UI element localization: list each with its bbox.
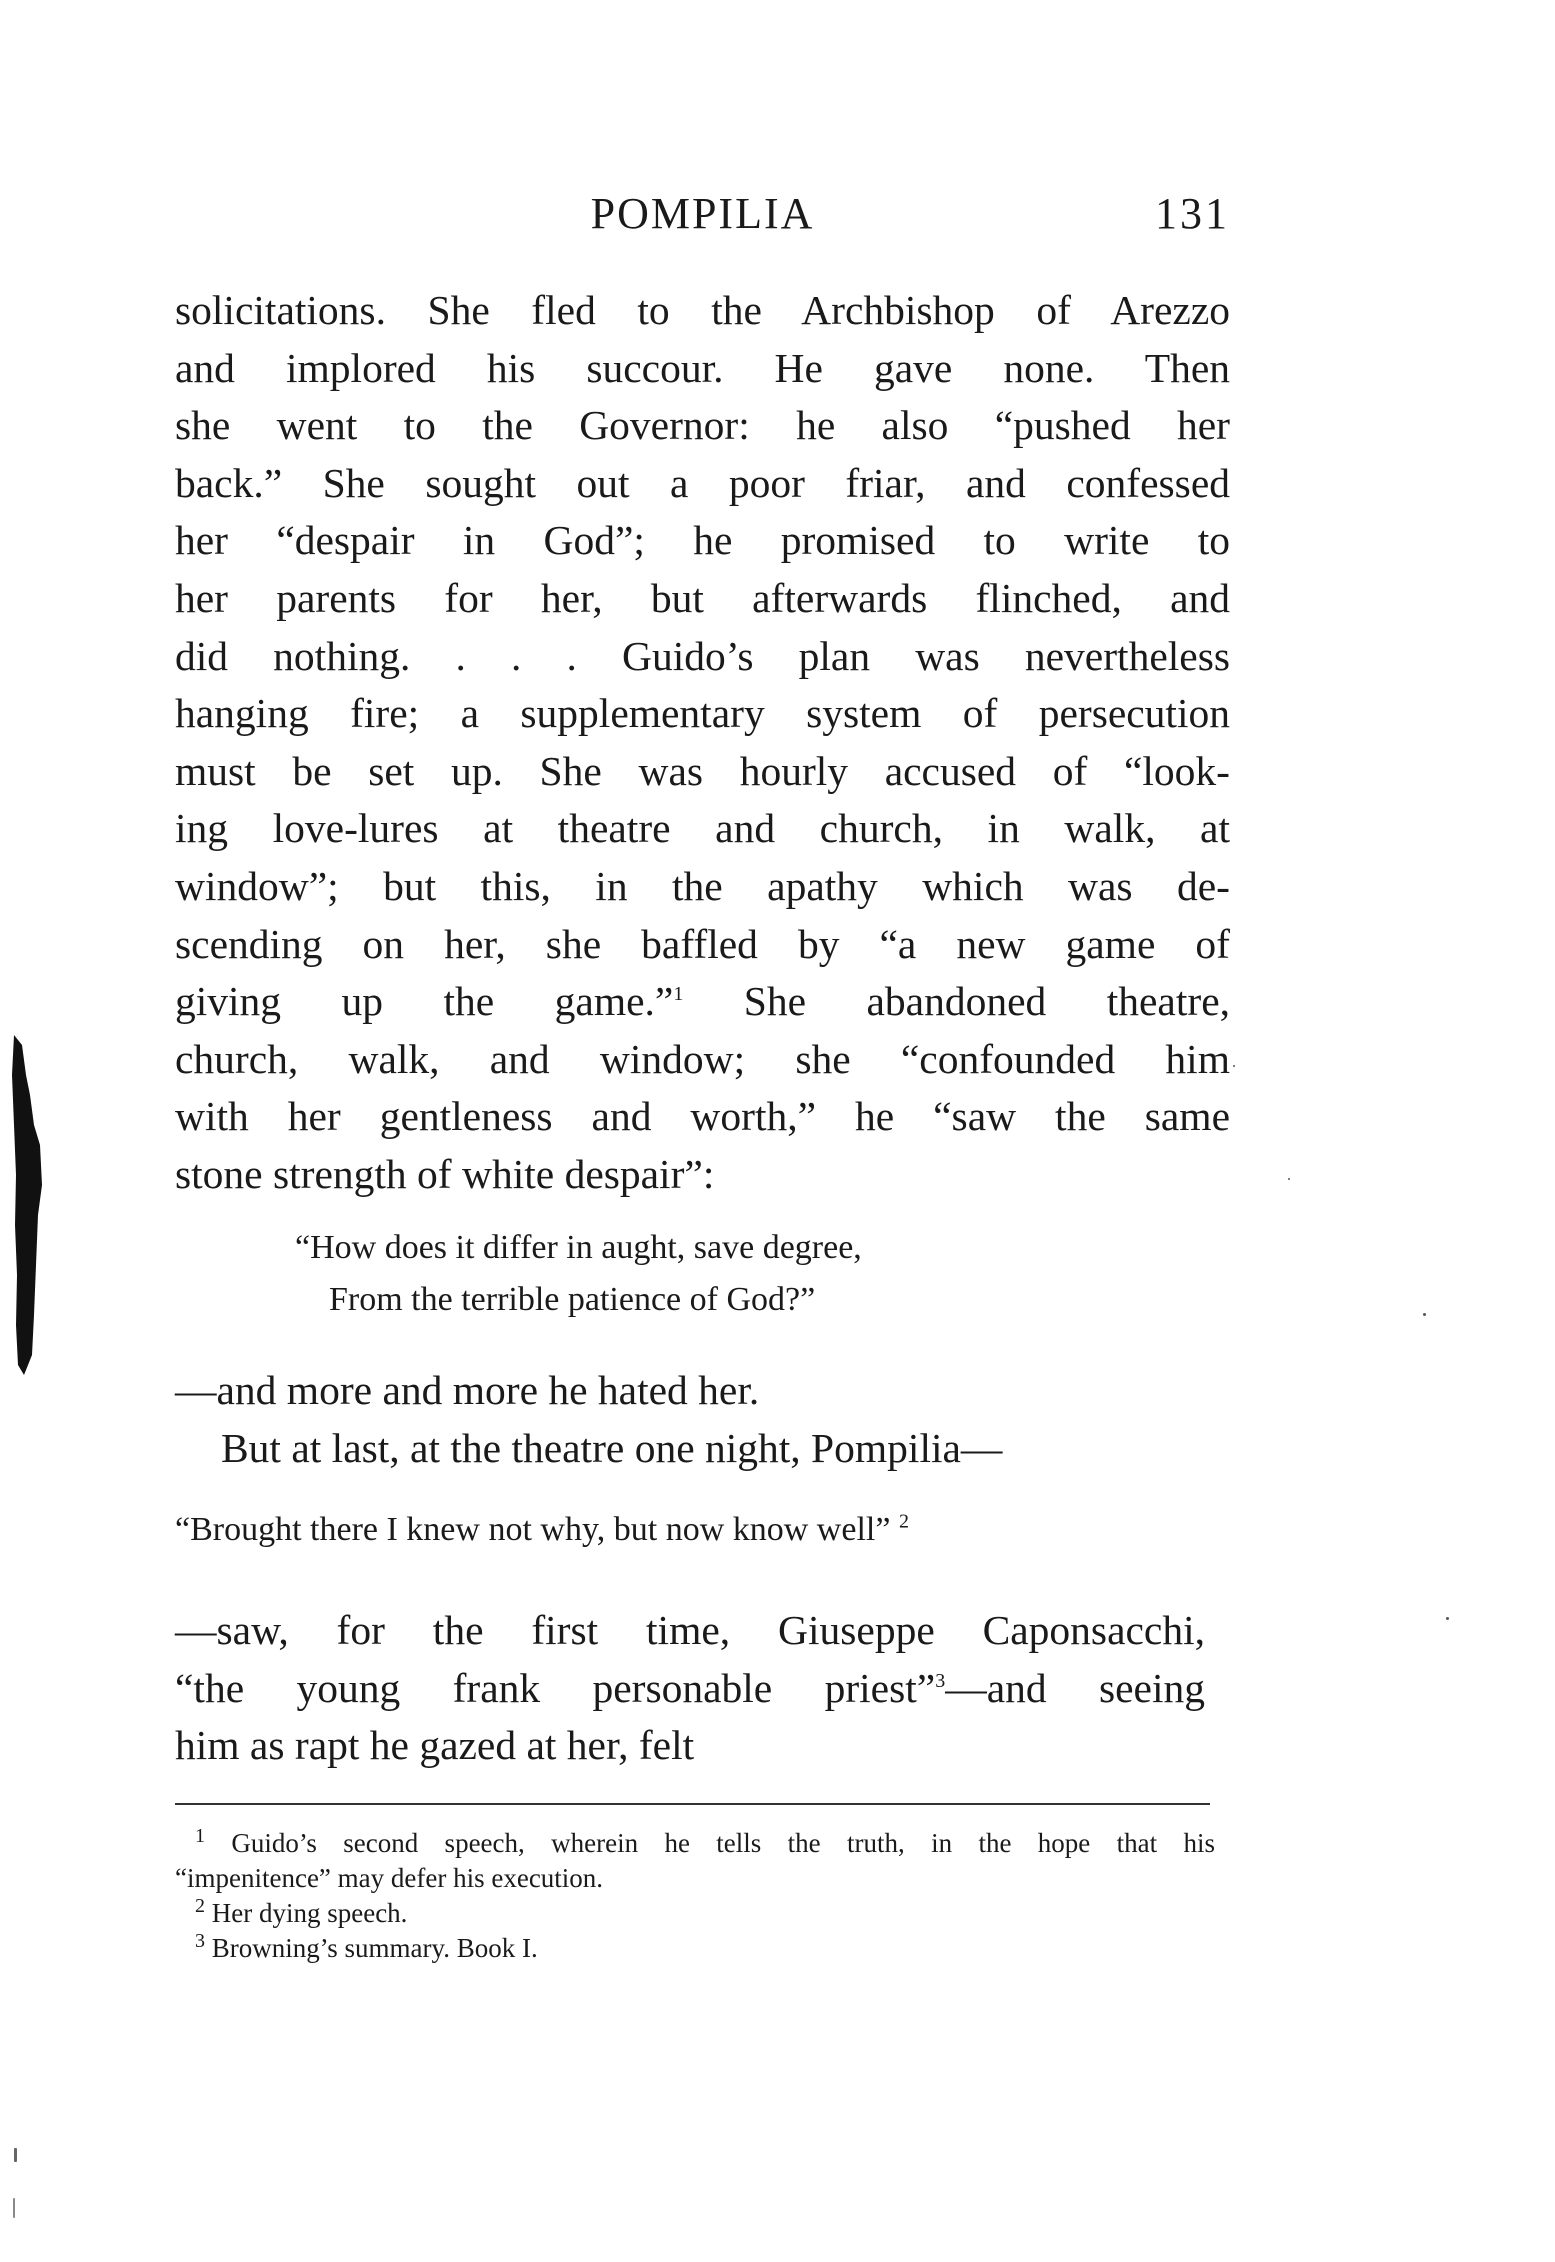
footnote-ref-2: 2 bbox=[898, 1510, 909, 1533]
verse-quote bbox=[295, 1222, 862, 1326]
text-line: ing love-lures at theatre and church, in walk, at bbox=[175, 805, 1230, 852]
footnote-text: Browning’s summary. Book I. bbox=[211, 1933, 538, 1963]
quote-text: “Brought there I knew not why, but now know well” bbox=[175, 1511, 891, 1548]
footnote-3 bbox=[175, 1931, 1215, 1966]
scan-speck bbox=[1423, 1313, 1426, 1316]
text-line: him as rapt he gazed at her, felt bbox=[175, 1722, 695, 1769]
scan-edge-mark bbox=[8, 1035, 46, 1375]
text-line: —saw, for the first time, Giuseppe Caponsacchi, bbox=[175, 1607, 1205, 1653]
text-line: window”; but this, in the apathy which was de- bbox=[175, 862, 1230, 909]
running-head bbox=[175, 188, 1230, 248]
verse-line: From the terrible patience of God?” bbox=[329, 1281, 816, 1318]
footnote-text: Her dying speech. bbox=[211, 1898, 408, 1928]
text-line: —and more and more he hated her. bbox=[175, 1367, 760, 1413]
running-title: POMPILIA bbox=[590, 189, 815, 238]
footnote-mark: 3 bbox=[195, 1930, 205, 1952]
text-line: back.” She sought out a poor friar, and confessed bbox=[175, 459, 1230, 506]
footnote-1 bbox=[175, 1826, 1215, 1861]
text-line: But at last, at the theatre one night, Pompilia— bbox=[221, 1424, 1003, 1471]
footnote-ref-3: 3 bbox=[935, 1669, 946, 1692]
text-line: she went to the Governor: he also “pushed her bbox=[175, 402, 1230, 449]
paragraph-continuation-2 bbox=[175, 1602, 1205, 1775]
text-fragment: —and seeing bbox=[945, 1664, 1205, 1711]
footnote-mark: 2 bbox=[195, 1895, 205, 1917]
scan-speck bbox=[1446, 1617, 1449, 1620]
footnotes bbox=[175, 1826, 1215, 1966]
text-line: stone strength of white despair”: bbox=[175, 1150, 715, 1197]
verse-line: “How does it differ in aught, save degree, bbox=[295, 1229, 862, 1266]
scan-speck bbox=[13, 2198, 15, 2218]
page-number: 131 bbox=[1155, 189, 1230, 238]
footnote-text: Guido’s second speech, wherein he tells the truth, in the hope that his bbox=[231, 1828, 1215, 1858]
scan-speck bbox=[14, 2148, 17, 2162]
footnote-1-cont: “impenitence” may defer his execution. bbox=[175, 1863, 604, 1893]
main-paragraph bbox=[175, 282, 1230, 1204]
text-line: scending on her, she baffled by “a new game of bbox=[175, 920, 1230, 967]
text-line-with-note bbox=[175, 973, 1230, 1031]
text-fragment: “the young frank personable priest” bbox=[175, 1664, 936, 1711]
text-line: and implored his succour. He gave none. Then bbox=[175, 344, 1230, 391]
text-line: solicitations. She fled to the Archbishop of Arezzo bbox=[175, 287, 1230, 333]
text-line: must be set up. She was hourly accused of “look- bbox=[175, 747, 1230, 794]
footnote-2 bbox=[175, 1896, 1215, 1931]
scan-speck bbox=[1233, 1065, 1235, 1067]
footnote-divider bbox=[175, 1803, 1210, 1805]
text-line-with-note bbox=[175, 1660, 1205, 1718]
footnote-mark: 1 bbox=[195, 1825, 205, 1847]
text-line: her “despair in God”; he promised to write to bbox=[175, 517, 1230, 564]
scan-speck bbox=[1288, 1178, 1290, 1180]
text-line: hanging fire; a supplementary system of persecution bbox=[175, 690, 1230, 737]
text-line: with her gentleness and worth,” he “saw the same bbox=[175, 1093, 1230, 1140]
text-line: did nothing. . . . Guido’s plan was nevertheless bbox=[175, 632, 1230, 679]
text-line: church, walk, and window; she “confounded him bbox=[175, 1035, 1230, 1082]
text-fragment: She abandoned theatre, bbox=[743, 978, 1230, 1025]
inline-quote bbox=[175, 1508, 909, 1552]
footnote-ref-1: 1 bbox=[673, 983, 684, 1006]
paragraph-continuation bbox=[175, 1362, 1230, 1477]
text-line: her parents for her, but afterwards flinched, and bbox=[175, 574, 1230, 621]
text-fragment: giving up the game.” bbox=[175, 978, 674, 1025]
